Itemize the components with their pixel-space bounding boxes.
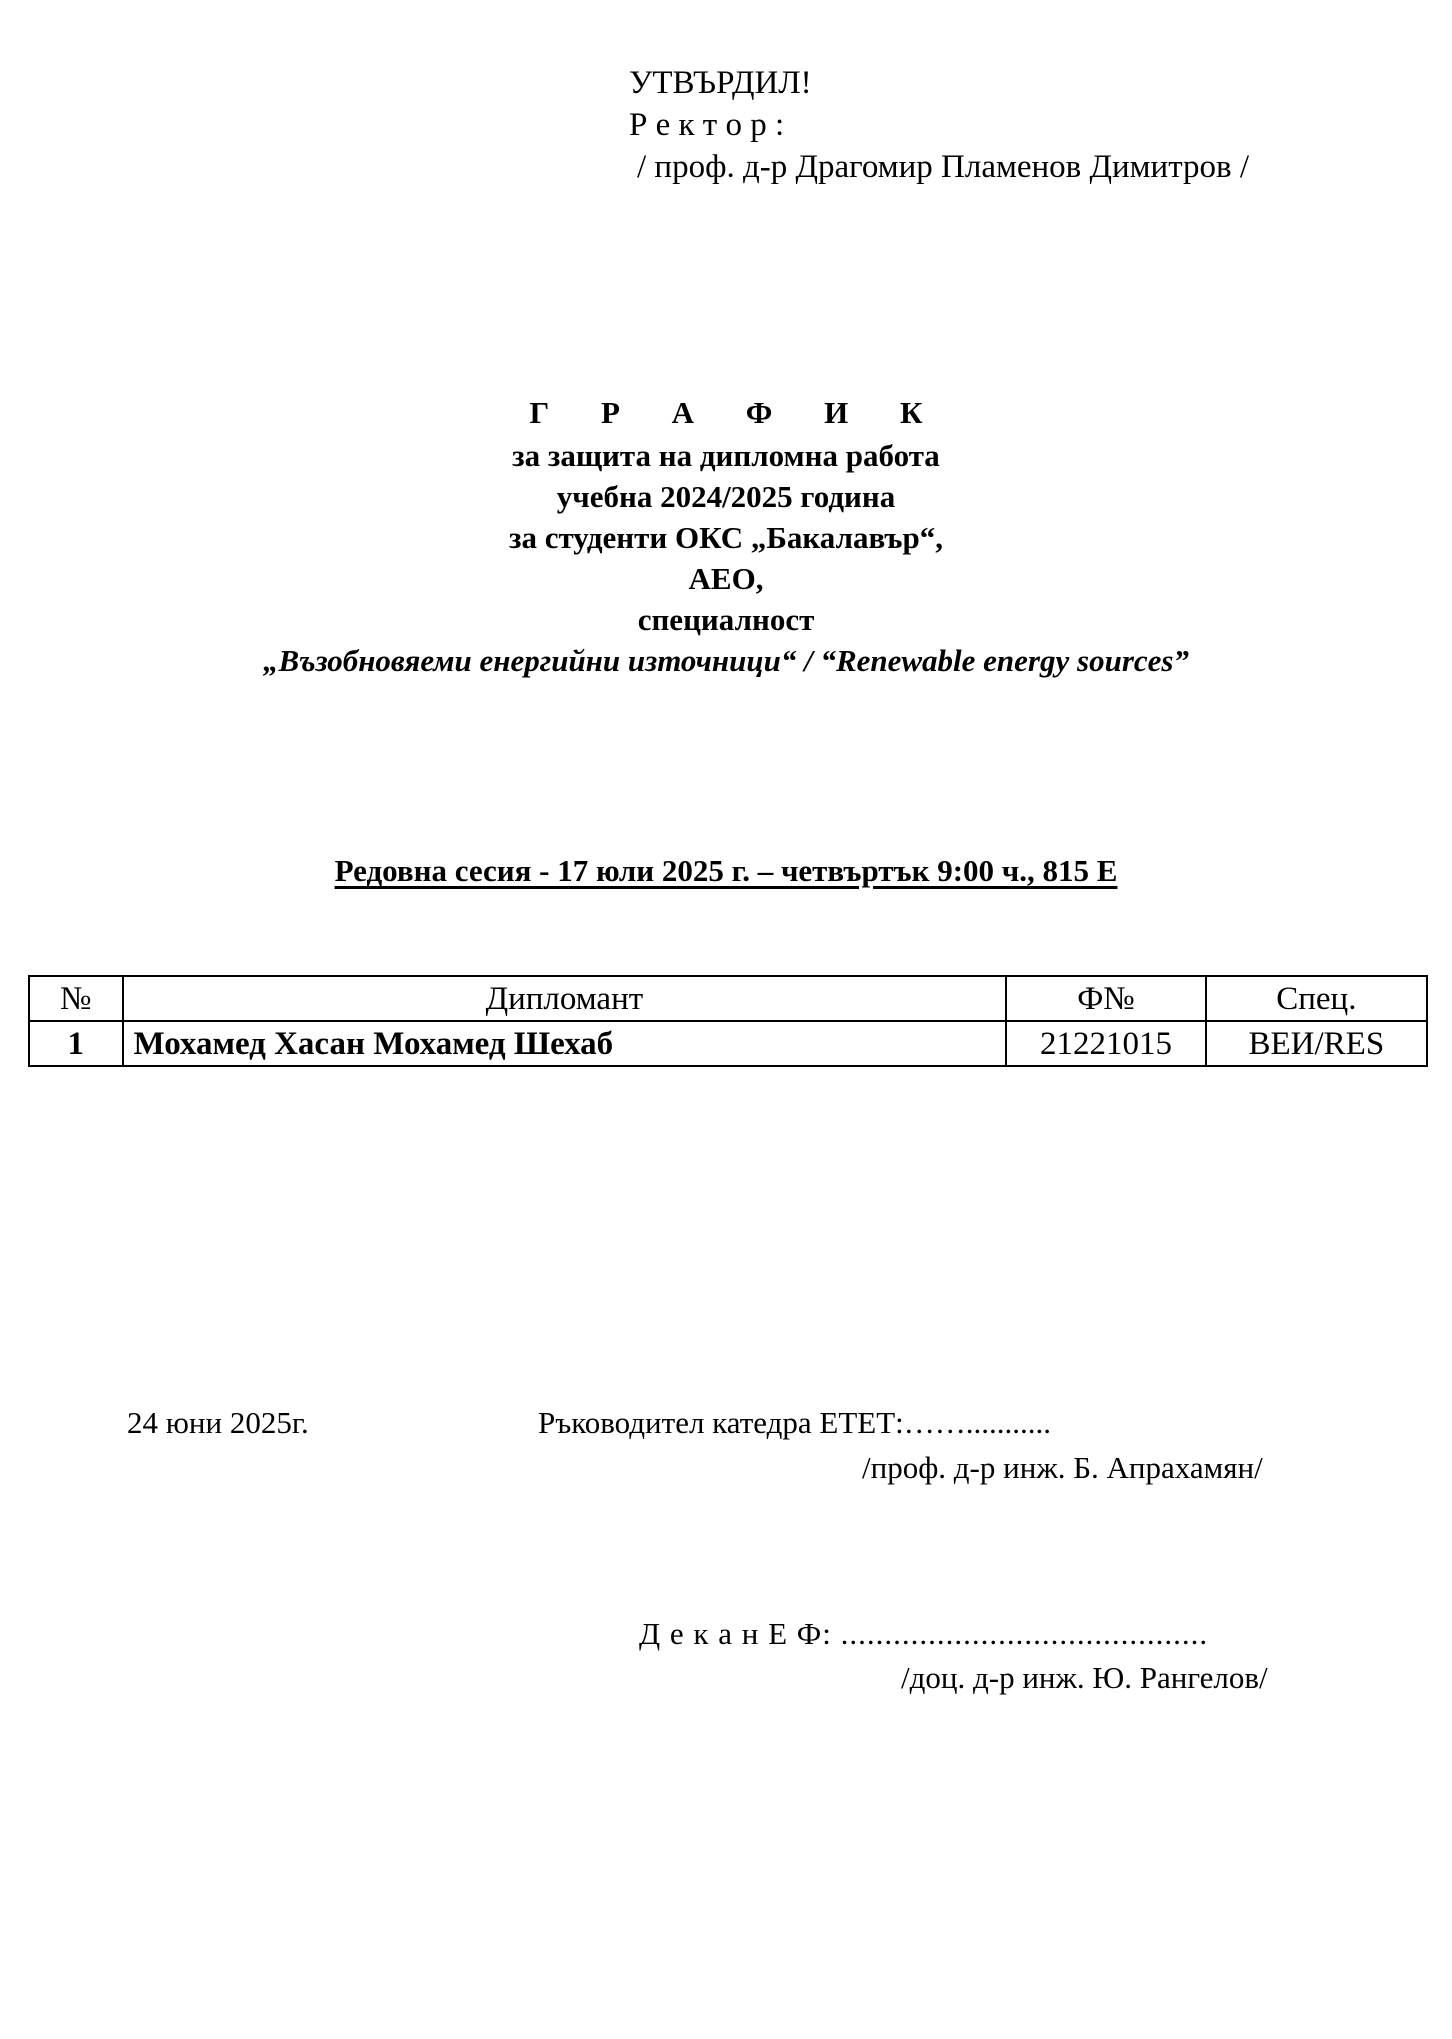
title-specialty-name: „Възобновяеми енергийни източници“ / “Renewable energy sources” — [263, 643, 1189, 678]
approved-heading: УТВЪРДИЛ! — [629, 65, 812, 101]
title-line-defense: за защита на дипломна работа — [512, 438, 940, 473]
dean-name: /доц. д-р инж. Ю. Рангелов/ — [901, 1660, 1268, 1695]
header-specialty: Спец. — [1206, 976, 1427, 1021]
dean-label: Д е к а н Е Ф: .......................................... — [639, 1616, 1209, 1651]
rector-label: Р е к т о р : — [629, 107, 785, 143]
schedule-title: Г Р А Ф И К — [529, 395, 945, 430]
title-line-faculty: АЕО, — [688, 561, 764, 596]
header-number: № — [29, 976, 123, 1021]
title-line-academic-year: учебна 2024/2025 година — [556, 479, 896, 514]
schedule-title-block — [0, 392, 1452, 681]
department-head-name: /проф. д-р инж. Б. Апрахамян/ — [862, 1450, 1263, 1485]
table-row — [29, 1021, 1427, 1066]
graduates-table — [28, 975, 1428, 1067]
row-faculty-number: 21221015 — [1006, 1021, 1205, 1066]
title-line-degree: за студенти ОКС „Бакалавър“, — [508, 520, 943, 555]
row-specialty: ВЕИ/RES — [1206, 1021, 1427, 1066]
rector-name: / проф. д-р Драгомир Пламенов Димитров / — [637, 149, 1250, 185]
department-head-label: Ръководител катедра ЕТЕТ:……........... — [538, 1405, 1052, 1440]
header-graduate: Дипломант — [123, 976, 1007, 1021]
row-graduate-name: Мохамед Хасан Мохамед Шехаб — [123, 1021, 1007, 1066]
row-number: 1 — [29, 1021, 123, 1066]
table-header-row — [29, 976, 1427, 1021]
title-line-specialty-label: специалност — [637, 602, 815, 637]
document-date: 24 юни 2025г. — [127, 1405, 309, 1440]
header-faculty-number: Ф№ — [1006, 976, 1205, 1021]
session-info: Редовна сесия - 17 юли 2025 г. – четвъртък 9:00 ч., 815 Е — [334, 853, 1118, 888]
